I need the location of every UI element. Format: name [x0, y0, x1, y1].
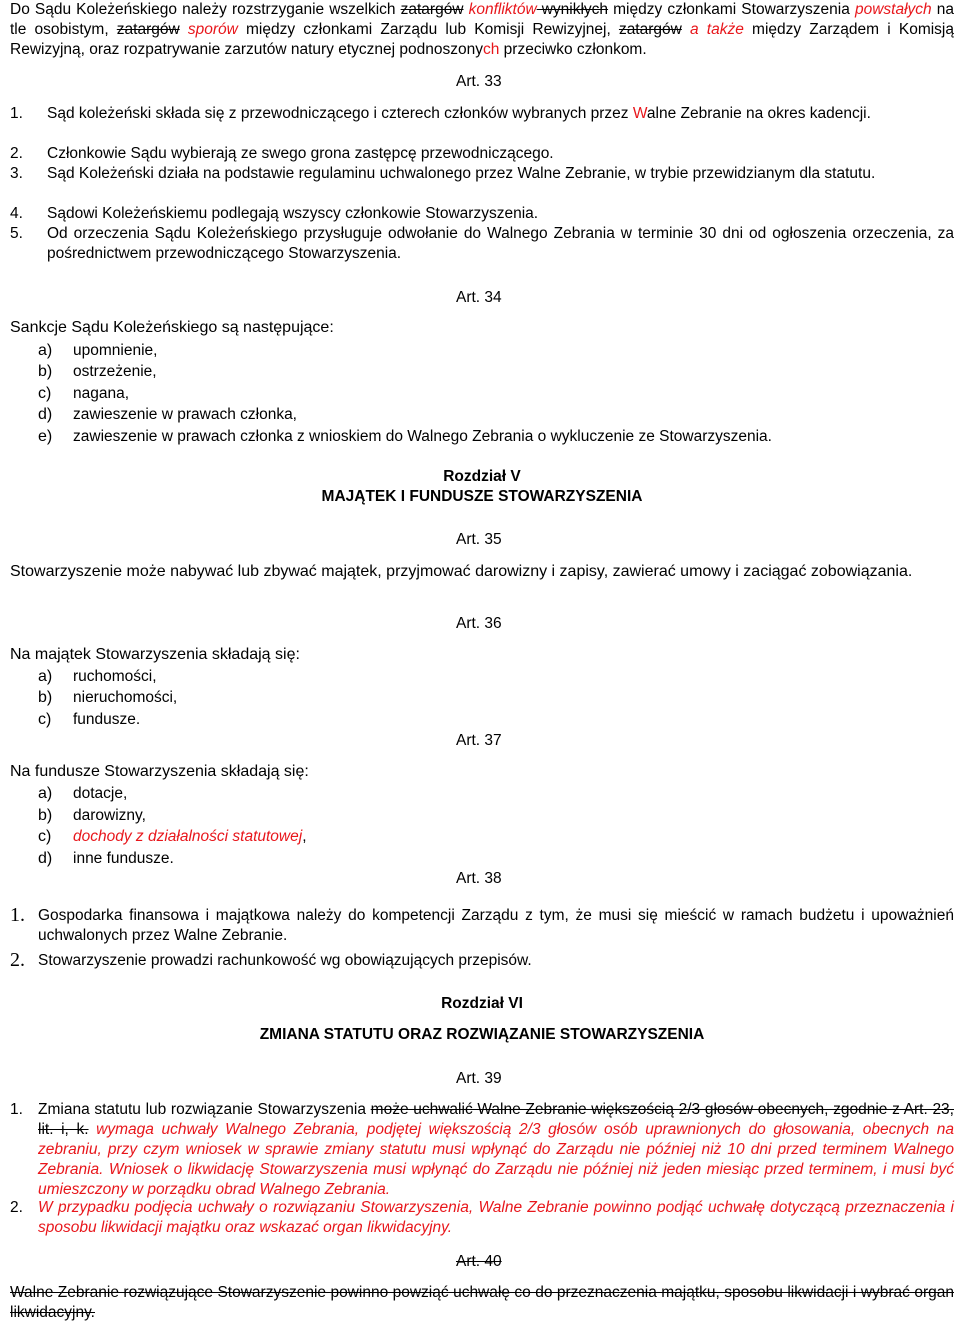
item-number: 1. — [10, 904, 25, 926]
deleted-text: Walne Zebranie rozwiązujące Stowarzyszenie powinno powziąć uchwałę co do przeznaczenia majątku, sposobu likwidacji i wybrać organ likwidacyjny. — [10, 1284, 954, 1321]
deleted-text: zatargów — [116, 21, 180, 38]
list-item: dotacje, — [73, 785, 128, 802]
deleted-text: zatargów — [400, 1, 464, 18]
article-heading: Art. 35 — [456, 531, 502, 548]
article-heading: Art. 34 — [456, 289, 502, 306]
article-item: Sąd Koleżeński działa na podstawie regulaminu uchwalonego przez Walne Zebranie, w trybie przewidzianym dla statutu. — [47, 165, 876, 182]
text-run: alne Zebranie na okres kadencji. — [646, 105, 871, 122]
list-letter: d) — [38, 850, 53, 867]
list-intro: Na fundusze Stowarzyszenia składają się: — [10, 763, 309, 780]
list-item: nagana, — [73, 385, 130, 402]
article-heading — [456, 1252, 502, 1272]
inserted-text: ch — [482, 41, 500, 58]
item-number: 5. — [10, 225, 23, 242]
item-number: 4. — [10, 205, 23, 222]
article-heading: Art. 38 — [456, 870, 502, 887]
article-paragraph — [10, 1283, 954, 1323]
list-letter: a) — [38, 342, 53, 359]
inserted-text: wymaga uchwały Walnego Zebrania, podjętej większością 2/3 głosów osób uprawnionych do głosowania, obecnych na zebraniu, przy czym wniosek w sprawie zmiany statutu musi wpłynąć do Zarządu nie później niż 10 dni przed terminem Walnego Zebrania. Wniosek o likwidację Stowarzyszenia musi wpłynąć do Zarządu nie później niż jeden miesiąc przed terminem, i musi być umieszczony w porządku obrad Walnego Zebrania. — [38, 1121, 955, 1198]
article-item: Członkowie Sądu wybierają ze swego grona zastępcę przewodniczącego. — [47, 145, 554, 162]
article-item: Sądowi Koleżeńskiemu podlegają wszyscy członkowie Stowarzyszenia. — [47, 205, 539, 222]
list-item: ostrzeżenie, — [73, 363, 157, 380]
article-item — [38, 1100, 954, 1200]
text-run: na tle osobistym, — [10, 1, 954, 38]
list-letter: b) — [38, 689, 53, 706]
list-letter: b) — [38, 807, 53, 824]
article-paragraph: Stowarzyszenie może nabywać lub zbywać majątek, przyjmować darowizny i zapisy, zawierać umowy i zaciągać zobowiązania. — [10, 563, 913, 580]
deleted-text: może uchwalić Walne Zebranie większością 2/3 głosów obecnych, zgodnie z Art. 23, lit. i, k. — [38, 1101, 954, 1138]
list-item: zawieszenie w prawach członka z wnioskiem do Walnego Zebrania o wykluczenie ze Stowarzyszenia. — [73, 428, 772, 445]
item-number: 2. — [10, 1199, 23, 1216]
list-item: upomnienie, — [73, 342, 158, 359]
list-item: fundusze. — [73, 711, 141, 728]
text-run: Do Sądu Koleżeńskiego należy rozstrzyganie wszelkich — [10, 1, 401, 18]
list-item: darowizny, — [73, 807, 146, 824]
list-item: inne fundusze. — [73, 850, 174, 867]
item-number: 3. — [10, 165, 23, 182]
list-letter: d) — [38, 406, 53, 423]
article-item — [47, 104, 954, 124]
item-number: 2. — [10, 949, 25, 971]
inserted-text: powstałych — [854, 1, 932, 18]
list-letter: e) — [38, 428, 53, 445]
list-letter: c) — [38, 828, 52, 845]
chapter-label: Rozdział VI — [441, 995, 523, 1012]
chapter-title: ZMIANA STATUTU ORAZ ROZWIĄZANIE STOWARZYSZENIA — [259, 1026, 705, 1043]
text-run: między Zarządem i Komisją Rewizyjną, oraz rozpatrywanie zarzutów natury etycznej podnoszony — [10, 21, 954, 58]
text-run: Sąd koleżeński składa się z przewodniczącego i czterech członków wybranych przez — [47, 105, 633, 122]
article-item: Gospodarka finansowa i majątkowa należy do kompetencji Zarządu z tym, że musi się mieścić w ramach budżetu i upoważnień uchwalonych przez Walne Zebranie. — [38, 907, 954, 944]
article-item: Od orzeczenia Sądu Koleżeńskiego przysługuje odwołanie do Walnego Zebrania w terminie 30 dni od ogłoszenia orzeczenia, za pośrednictwem przewodniczącego Stowarzyszenia. — [47, 225, 954, 262]
list-item: ruchomości, — [73, 668, 157, 685]
text-run: między członkami Stowarzyszenia — [608, 1, 850, 18]
inserted-text: sporów — [179, 21, 238, 38]
list-intro: Sankcje Sądu Koleżeńskiego są następujące: — [10, 319, 334, 336]
article-heading: Art. 33 — [456, 73, 502, 90]
article-item: Stowarzyszenie prowadzi rachunkowość wg obowiązujących przepisów. — [38, 952, 532, 969]
text-run: przeciwko członkom. — [499, 41, 647, 58]
list-letter: c) — [38, 711, 52, 728]
inserted-text: W — [632, 105, 647, 122]
item-number: 1. — [10, 105, 23, 122]
list-letter: a) — [38, 668, 53, 685]
text-run: między członkami Zarządu lub Komisji Rewizyjnej, — [237, 21, 619, 38]
list-item: zawieszenie w prawach członka, — [73, 406, 297, 423]
deleted-text: wynikłych — [536, 1, 609, 18]
chapter-label: Rozdział V — [443, 468, 521, 485]
list-letter: c) — [38, 385, 52, 402]
item-number: 2. — [10, 145, 23, 162]
list-letter: a) — [38, 785, 53, 802]
chapter-title: MAJĄTEK I FUNDUSZE STOWARZYSZENIA — [321, 488, 643, 505]
item-number: 1. — [10, 1101, 23, 1118]
text-run: Zmiana statutu lub rozwiązanie Stowarzyszenia — [38, 1101, 371, 1118]
inserted-text: dochody z działalności statutowej — [73, 828, 303, 845]
article-heading: Art. 36 — [456, 615, 502, 632]
intro-paragraph — [10, 0, 954, 60]
deleted-text: zatargów — [618, 21, 682, 38]
list-item: nieruchomości, — [73, 689, 178, 706]
inserted-text: konfliktów — [463, 1, 537, 18]
list-intro: Na majątek Stowarzyszenia składają się: — [10, 646, 300, 663]
list-item — [73, 827, 307, 847]
list-letter: b) — [38, 363, 53, 380]
deleted-text: Art. 40 — [456, 1253, 502, 1270]
article-item — [38, 1198, 954, 1238]
article-heading: Art. 37 — [456, 732, 502, 749]
article-heading: Art. 39 — [456, 1070, 502, 1087]
inserted-text: W przypadku podjęcia uchwały o rozwiązaniu Stowarzyszenia, Walne Zebranie powinno podjąć uchwałę dotyczącą przeznaczenia i sposobu likwidacji majątku oraz wskazać organ likwidacyjny. — [38, 1199, 954, 1236]
text-run: , — [302, 828, 307, 845]
inserted-text: a także — [681, 21, 744, 38]
